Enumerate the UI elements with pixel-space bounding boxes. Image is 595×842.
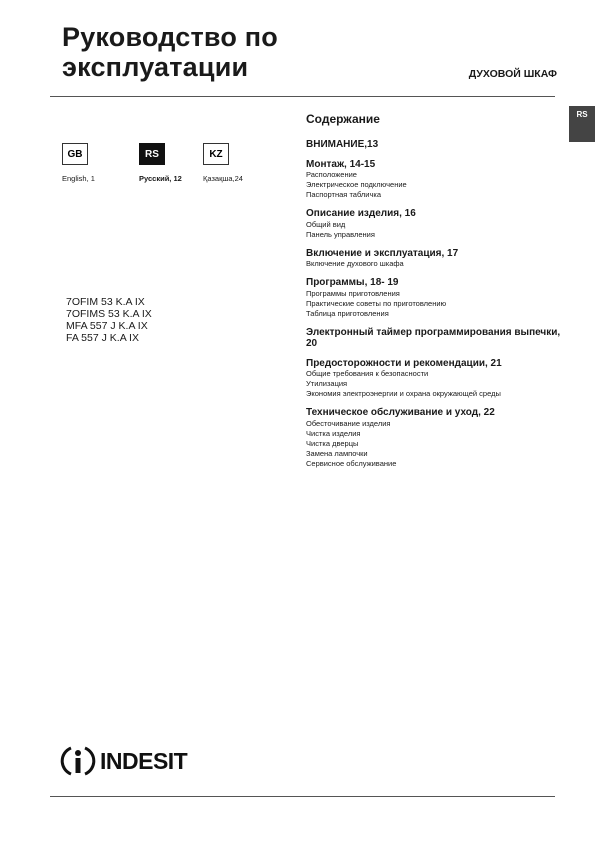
toc-subitem[interactable]: Включение духового шкафа xyxy=(306,259,404,268)
toc-section-title[interactable]: Включение и эксплуатация, 17 xyxy=(306,247,459,259)
title-line-1: Руководство по xyxy=(62,22,278,52)
bottom-divider xyxy=(50,796,555,797)
language-side-tab: RS xyxy=(569,106,595,142)
language-label-rs: Русский, 12 xyxy=(139,174,182,183)
model-item: 7OFIM 53 K.A IX xyxy=(66,296,145,308)
model-item: MFA 557 J K.A IX xyxy=(66,320,148,332)
table-of-contents xyxy=(306,112,566,477)
toc-section-title[interactable]: Техническое обслуживание и уход, 22 xyxy=(306,407,495,418)
language-code-gb[interactable]: GB xyxy=(62,143,88,165)
toc-subitem[interactable]: Расположение xyxy=(306,170,357,179)
brand-name: INDESIT xyxy=(100,747,188,774)
toc-heading: Содержание xyxy=(306,112,380,126)
toc-subitem[interactable]: Обесточивание изделия xyxy=(306,418,391,428)
language-code-rs[interactable]: RS xyxy=(139,143,165,165)
toc-section-precautions[interactable] xyxy=(306,358,566,400)
language-gb[interactable] xyxy=(62,143,95,183)
toc-section-programmes[interactable] xyxy=(306,277,566,319)
model-list xyxy=(66,296,152,344)
language-label-kz: Қазақша,24 xyxy=(203,174,243,183)
toc-section-title[interactable]: Электронный таймер программирования выпечки, 20 xyxy=(306,326,561,349)
indesit-logo xyxy=(60,743,187,779)
toc-section-title[interactable]: ВНИМАНИЕ,13 xyxy=(306,139,379,150)
toc-section-title[interactable]: Описание изделия, 16 xyxy=(306,208,416,219)
toc-subitem[interactable]: Сервисное обслуживание xyxy=(306,458,397,468)
toc-section-title[interactable]: Монтаж, 14-15 xyxy=(306,158,376,170)
toc-subitem[interactable]: Панель управления xyxy=(306,229,375,239)
language-code-kz[interactable]: KZ xyxy=(203,143,229,165)
toc-subitem[interactable]: Паспортная табличка xyxy=(306,190,382,199)
toc-section-timer[interactable] xyxy=(306,327,566,350)
toc-section-installation[interactable] xyxy=(306,159,566,201)
toc-subitem[interactable]: Общие требования к безопасности xyxy=(306,369,429,378)
language-label-gb: English, 1 xyxy=(62,174,95,183)
toc-subitem[interactable]: Экономия электроэнергии и охрана окружающей среды xyxy=(306,389,501,398)
brand-mark-icon xyxy=(60,743,96,779)
manual-title xyxy=(62,22,278,82)
language-kz[interactable] xyxy=(203,143,243,183)
toc-subitem[interactable]: Замена лампочки xyxy=(306,448,368,458)
toc-subitem[interactable]: Программы приготовления xyxy=(306,288,400,298)
toc-subitem[interactable]: Общий вид xyxy=(306,219,346,229)
toc-section-title[interactable]: Программы, 18- 19 xyxy=(306,277,399,288)
language-rs[interactable] xyxy=(139,143,182,183)
toc-section-description[interactable] xyxy=(306,208,566,240)
model-item: FA 557 J K.A IX xyxy=(66,332,139,344)
model-item: 7OFIMS 53 K.A IX xyxy=(66,308,152,320)
top-divider xyxy=(50,96,555,97)
toc-subitem[interactable]: Таблица приготовления xyxy=(306,308,389,318)
toc-subitem[interactable]: Чистка изделия xyxy=(306,428,361,438)
title-line-2: эксплуатации xyxy=(62,52,249,82)
toc-subitem[interactable]: Практические советы по приготовлению xyxy=(306,298,447,308)
toc-section-warning[interactable] xyxy=(306,139,566,151)
toc-subitem[interactable]: Чистка дверцы xyxy=(306,438,359,448)
toc-section-title[interactable]: Предосторожности и рекомендации, 21 xyxy=(306,357,502,369)
toc-subitem[interactable]: Утилизация xyxy=(306,379,348,388)
toc-section-start-up[interactable] xyxy=(306,248,566,270)
product-type: ДУХОВОЙ ШКАФ xyxy=(468,68,557,80)
toc-subitem[interactable]: Электрическое подключение xyxy=(306,180,407,189)
toc-section-maintenance[interactable] xyxy=(306,407,566,469)
